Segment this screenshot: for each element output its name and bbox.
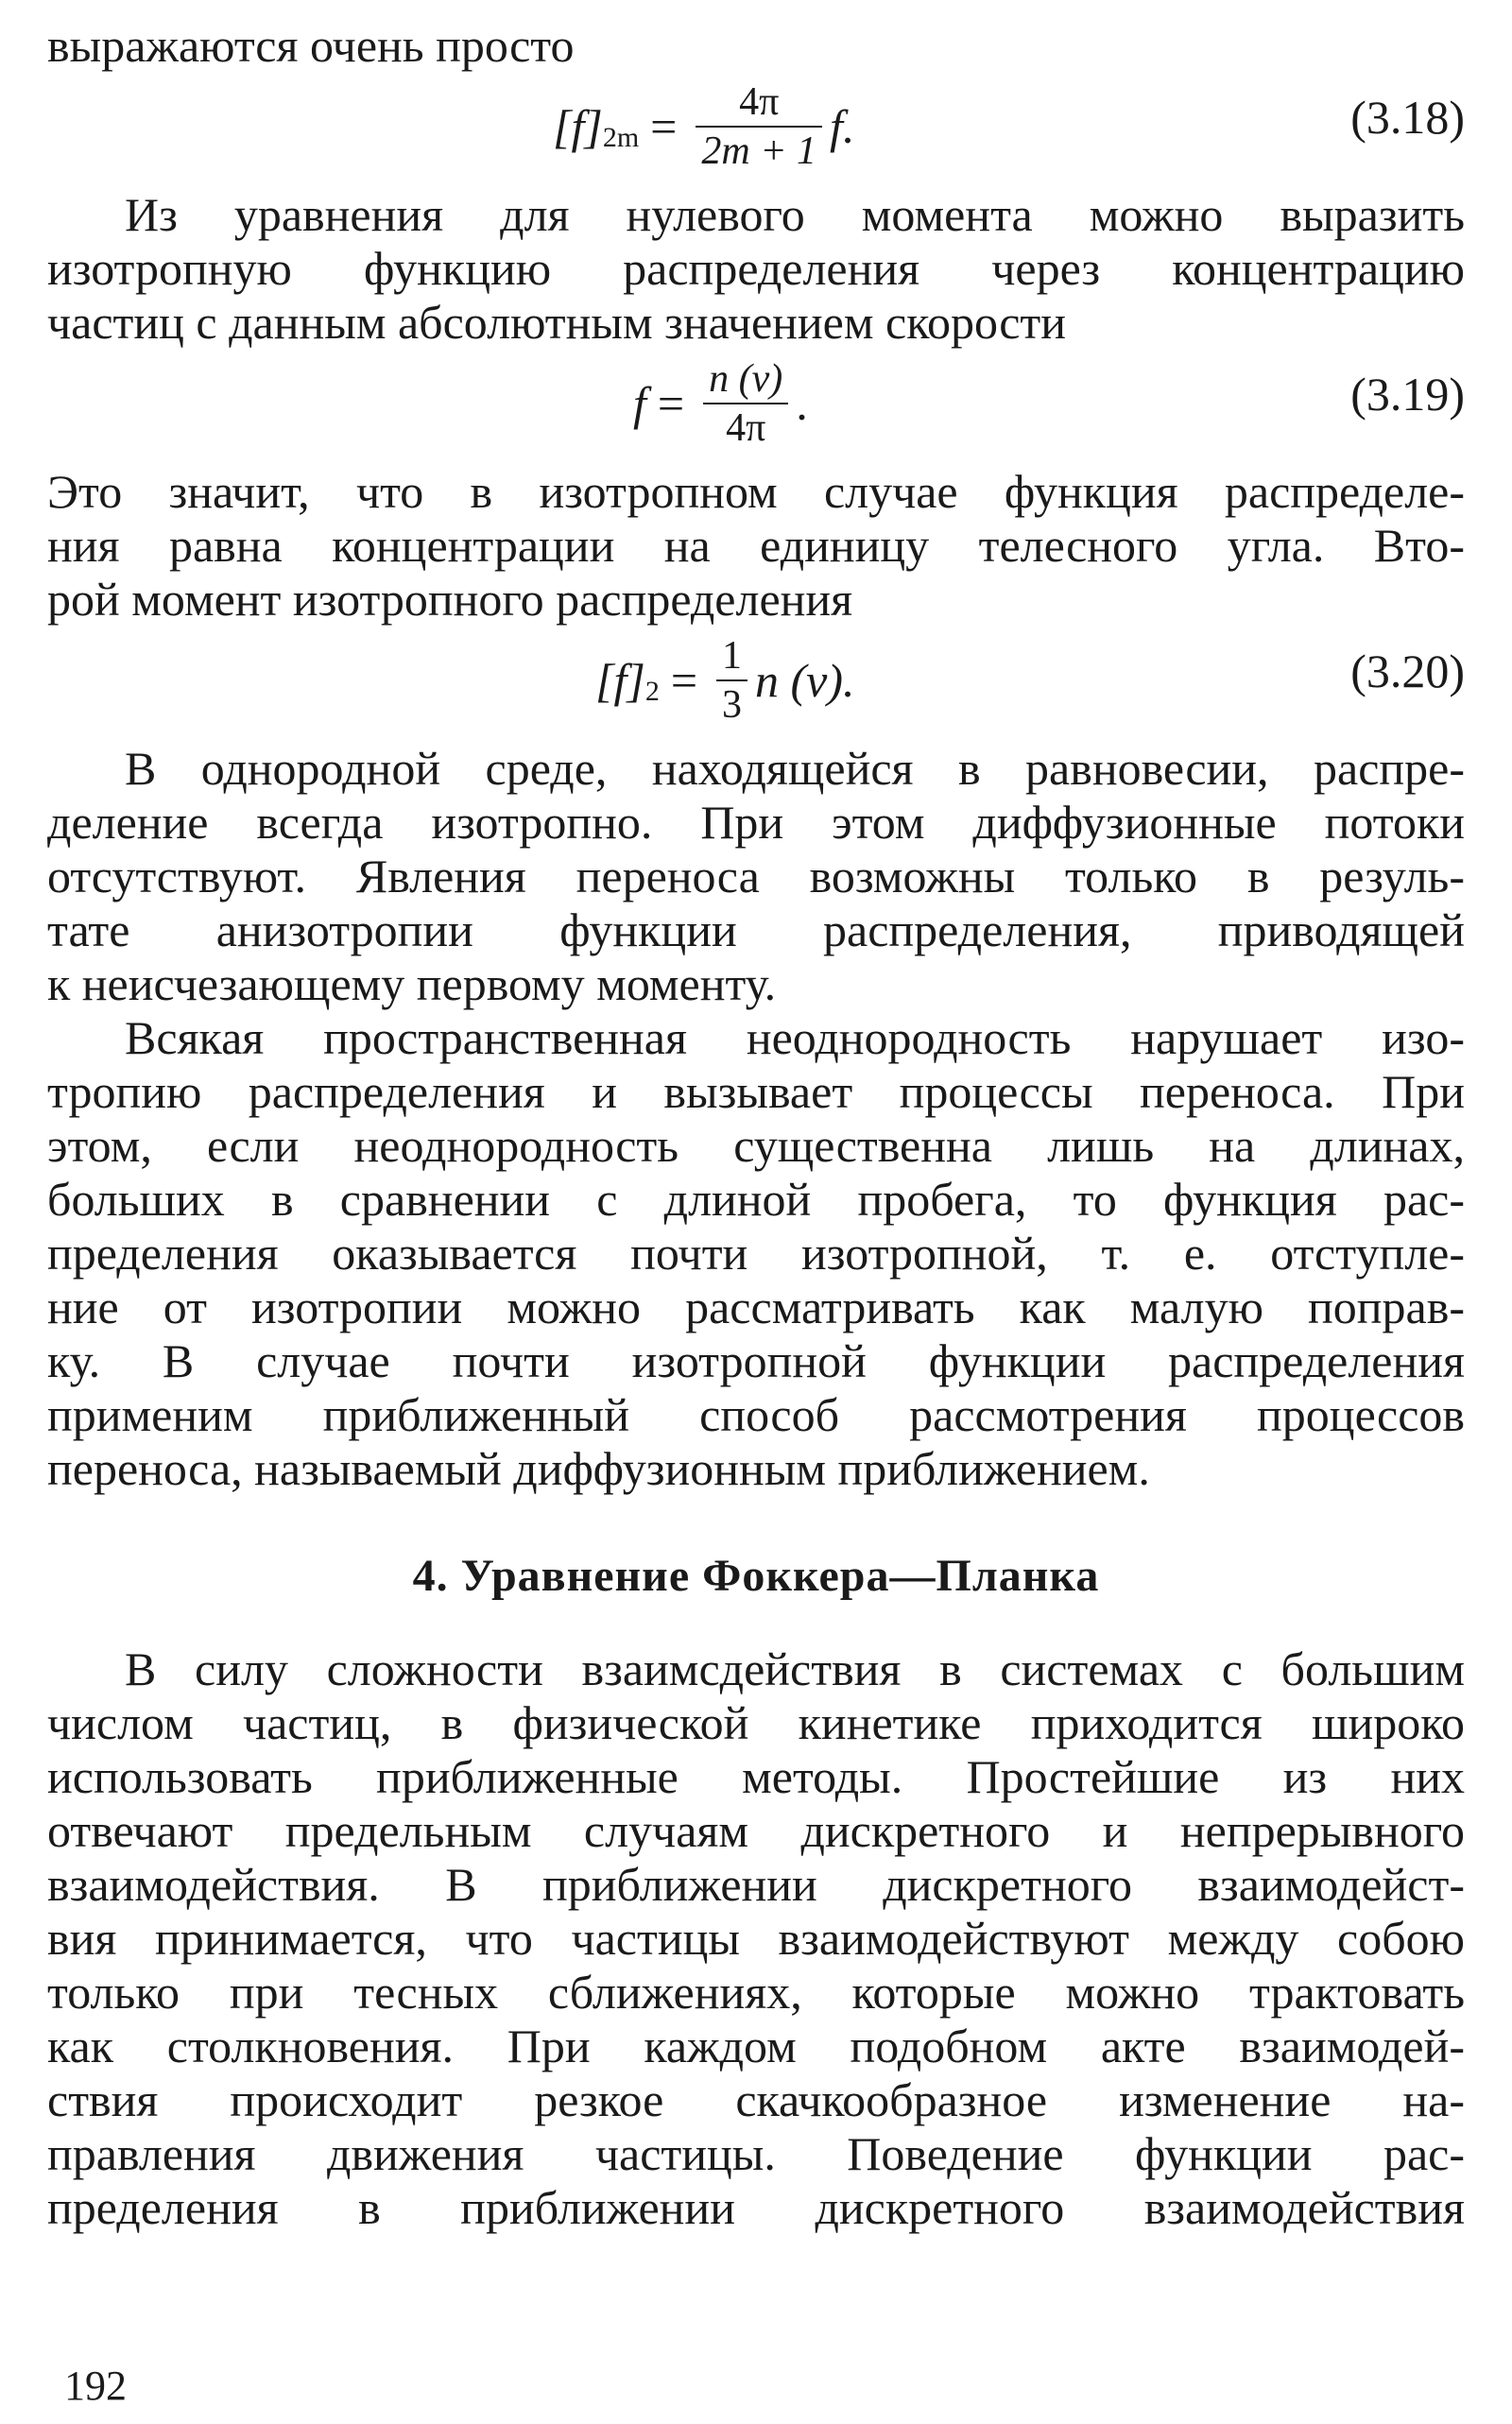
spacer (47, 731, 1465, 742)
eq320-fraction-bar (716, 679, 747, 681)
eq318-rhs: f. (830, 100, 855, 153)
para-a-line-1: Из уравнения для нулевого момента можно выразить (125, 188, 1465, 241)
eq320-denominator: 3 (722, 683, 743, 727)
book-page (47, 19, 1465, 2409)
para-d-line-8: применим приближенный способ рассмотрения процессов (47, 1388, 1465, 1441)
intro-line: выражаются очень просто (47, 19, 575, 72)
para-c-line-4: тате анизотропии функции распределения, приводящей (47, 903, 1465, 956)
para-d-line-2: тропию распределения и вызывает процессы переноса. При (47, 1065, 1465, 1118)
para-d-line-9: переноса, называемый диффузионным приближением. (47, 1442, 1150, 1495)
para-e-line-7: только при тесных сближениях, которые можно трактовать (47, 1966, 1465, 2019)
para-e-line-6: вия принимается, что частицы взаимодействуют между собою (47, 1912, 1465, 1965)
para-c-line-2: деление всегда изотропно. При этом диффузионные потоки (47, 796, 1465, 849)
eq320-lhs-sub: 2 (644, 676, 660, 707)
para-d-line-3: этом, если неоднородность существенна лишь на длинах, (47, 1119, 1465, 1172)
eq319-numerator: n (v) (709, 357, 783, 401)
eq319-fraction (703, 357, 788, 450)
eq318-equals: = (650, 100, 678, 153)
eq318-lhs-sub: 2m (602, 122, 640, 153)
eq320-fraction (716, 634, 747, 727)
para-c-line-3: отсутствуют. Явления переноса возможны только в резуль- (47, 850, 1465, 903)
equation-number-3-20: (3.20) (1350, 645, 1465, 697)
spacer (47, 177, 1465, 188)
eq319-fraction-bar (703, 403, 788, 404)
para-e-line-2: числом частиц, в физической кинетике приходится широко (47, 1696, 1465, 1749)
eq319-tail: . (796, 377, 808, 430)
eq318-numerator: 4π (739, 80, 780, 124)
section-heading: 4. Уравнение Фоккера—Планка (412, 1551, 1100, 1601)
para-e-line-8: как столкновения. При каждом подобном акте взаимодей- (47, 2020, 1465, 2072)
para-c-line-1: В однородной среде, находящейся в равновесии, распре- (125, 742, 1465, 795)
equation-3-19 (47, 350, 1465, 454)
eq320-numerator: 1 (722, 634, 743, 678)
equation-number-3-19: (3.19) (1350, 368, 1465, 421)
eq318-fraction (696, 80, 822, 173)
spacer (47, 454, 1465, 465)
para-b-line-1: Это значит, что в изотропном случае функция распределе- (47, 465, 1465, 518)
para-e-line-5: взаимодействия. В приближении дискретного взаимодейст- (47, 1858, 1465, 1911)
eq320-equals: = (670, 654, 698, 707)
para-d-line-4: больших в сравнении с длиной пробега, то функция рас- (47, 1173, 1465, 1226)
para-e-line-9: ствия происходит резкое скачкообразное изменение на- (47, 2073, 1465, 2126)
para-e-line-3: использовать приближенные методы. Простейшие из них (47, 1750, 1465, 1803)
para-d-line-5: пределения оказывается почти изотропной, т. е. отступле- (47, 1227, 1465, 1280)
equation-3-18 (47, 73, 1465, 177)
equation-3-20-body (595, 634, 855, 727)
equation-3-19-body (633, 357, 808, 450)
para-e-line-1: В силу сложности взаимсдействия в системах с большим (125, 1642, 1465, 1695)
eq319-equals: = (657, 377, 685, 430)
para-e-line-11: пределения в приближении дискретного взаимодействия (47, 2181, 1465, 2234)
para-e-line-10: правления движения частицы. Поведение функции рас- (47, 2127, 1465, 2180)
para-a-line-2: изотропную функцию распределения через концентрацию (47, 242, 1465, 295)
eq319-lhs: f (633, 377, 646, 430)
equation-3-18-body (553, 80, 854, 173)
para-e-line-4: отвечают предельным случаям дискретного и непрерывного (47, 1804, 1465, 1857)
eq318-denominator: 2m + 1 (701, 129, 817, 173)
equation-3-20 (47, 627, 1465, 731)
para-a-line-3: частиц с данным абсолютным значением скорости (47, 296, 1067, 349)
para-b-line-2: ния равна концентрации на единицу телесного угла. Вто- (47, 519, 1465, 572)
eq320-lhs: [f] (595, 654, 645, 707)
para-c-line-5: к неисчезающему первому моменту. (47, 957, 777, 1010)
para-d-line-7: ку. В случае почти изотропной функции распределения (47, 1334, 1465, 1387)
para-b-line-3: рой момент изотропного распределения (47, 573, 853, 626)
para-d-line-1: Всякая пространственная неоднородность нарушает изо- (125, 1011, 1465, 1064)
equation-number-3-18: (3.18) (1350, 91, 1465, 144)
eq319-denominator: 4π (726, 406, 766, 450)
eq318-lhs: [f] (553, 100, 603, 153)
para-d-line-6: ние от изотропии можно рассматривать как малую поправ- (47, 1281, 1465, 1333)
eq318-fraction-bar (696, 126, 822, 128)
eq320-rhs: n (v). (755, 654, 855, 707)
page-number: 192 (64, 2363, 127, 2409)
